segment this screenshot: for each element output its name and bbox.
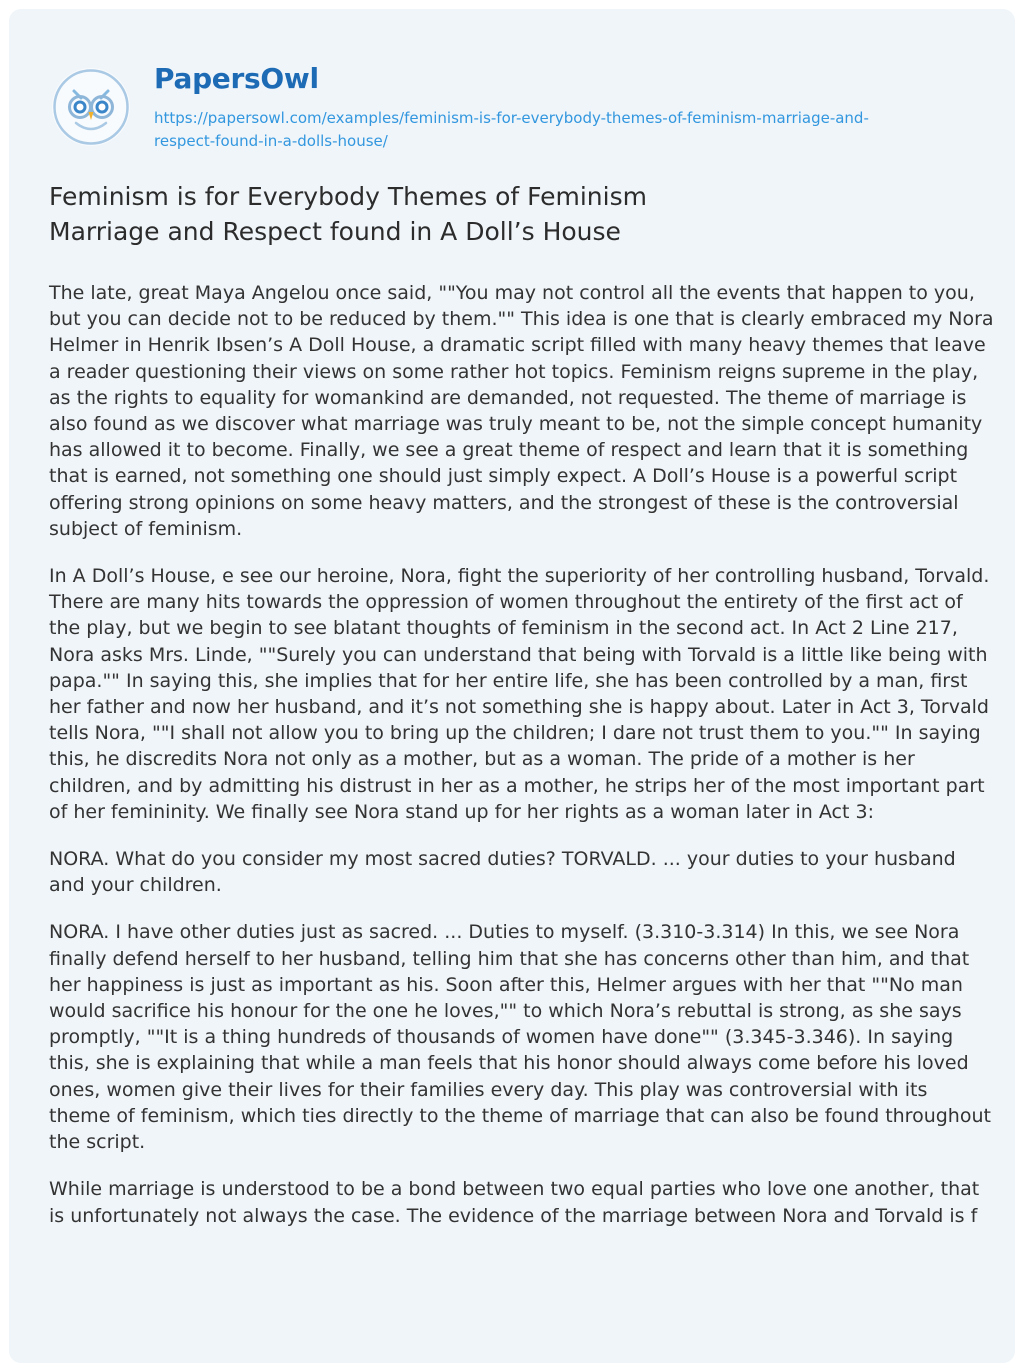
essay-card [9, 9, 1015, 1363]
owl-logo-icon[interactable] [51, 67, 131, 147]
essay-paragraph: NORA. What do you consider my most sacred duties? TORVALD. ... your duties to your husband and your children. [49, 848, 956, 897]
essay-paragraph: In A Doll’s House, e see our heroine, Nora, fight the superiority of her controlling husband, Torvald. There are many hits towards the oppression of women throughout the entirety of the first act of the play, but we begin to see blatant thoughts of feminism in the second act. In Act 2 Line 217, Nora asks Mrs. Linde, ""Surely you can understand that being with Torvald is a little like being with papa."" In saying this, she implies that for her entire life, she has been controlled by a man, first her father and now her husband, and it’s not something she is happy about. Later in Act 3, Torvald tells Nora, ""I shall not allow you to bring up the children; I dare not trust them to you."" In saying this, he discredits Nora not only as a mother, but as a woman. The pride of a mother is her children, and by admitting his distrust in her as a mother, he strips her of the most important part of her femininity. We finally see Nora stand up for her rights as a woman later in Act 3: [49, 565, 990, 823]
essay-paragraph: The late, great Maya Angelou once said, ""You may not control all the events that happen to you, but you can decide not to be reduced by them."" This idea is one that is clearly embraced my Nora Helmer in Henrik Ibsen’s A Doll House, a dramatic script filled with many heavy themes that leave a reader questioning their views on some rather hot topics. Feminism reigns supreme in the play, as the rights to equality for womankind are demanded, not requested. The theme of marriage is also found as we discover what marriage was truly meant to be, not the simple concept humanity has allowed it to become. Finally, we see a great theme of respect and learn that it is something that is earned, not something one should just simply expect. A Doll’s House is a powerful script offering strong opinions on some heavy matters, and the strongest of these is the controversial subject of feminism. [49, 282, 994, 540]
essay-title: Feminism is for Everybody Themes of Feminism Marriage and Respect found in A Doll’s House [49, 182, 647, 246]
essay-paragraph: While marriage is understood to be a bond between two equal parties who love one another, that is unfortunately not always the case. The evidence of the marriage between Nora and Torvald is f [49, 1178, 980, 1227]
source-url-link[interactable]: https://papersowl.com/examples/feminism-is-for-everybody-themes-of-feminism-marriage-and-respect-found-in-a-dolls-house/ [154, 109, 869, 150]
brand-name: PapersOwl [154, 62, 319, 95]
essay-body [49, 280, 994, 1250]
essay-paragraph: NORA. I have other duties just as sacred. ... Duties to myself. (3.310-3.314) In this, we see Nora finally defend herself to her husband, telling him that she has concerns other than him, and that her happiness is just as important as his. Soon after this, Helmer argues with her that ""No man would sacrifice his honour for the one he loves,"" to which Nora’s rebuttal is strong, as she says promptly, ""It is a thing hundreds of thousands of women have done"" (3.345-3.346). In saying this, she is explaining that while a man feels that his honor should always come before his loved ones, women give their lives for their families every day. This play was controversial with its theme of feminism, which ties directly to the theme of marriage that can also be found throughout the script. [49, 921, 991, 1154]
